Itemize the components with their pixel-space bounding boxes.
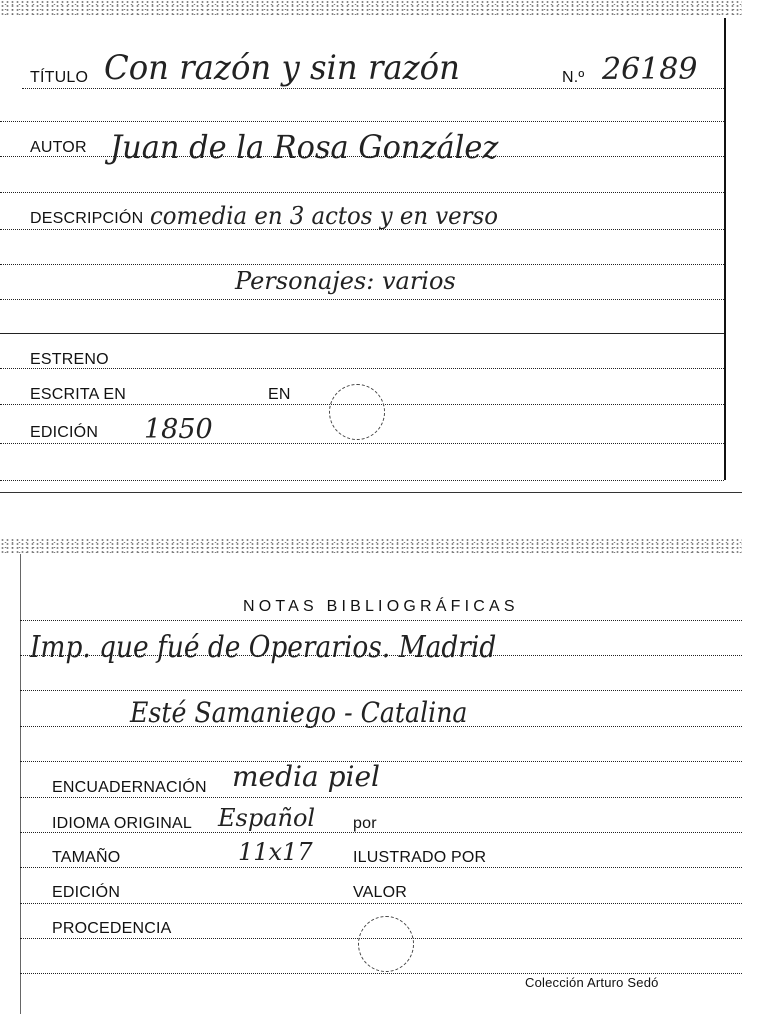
by-label: por — [353, 815, 377, 832]
ink-stamp-circle — [329, 384, 385, 440]
rule — [0, 480, 724, 481]
rule — [0, 333, 724, 334]
written-in-label: ESCRITA EN — [30, 386, 126, 403]
original-language-label: IDIOMA ORIGINAL — [52, 815, 192, 832]
card-separator — [0, 492, 742, 493]
rule — [20, 867, 742, 868]
edition-label-bottom: EDICIÓN — [52, 884, 121, 901]
description-value-line2: Personajes: varios — [235, 267, 456, 295]
number-value: 26189 — [602, 52, 698, 87]
collection-footer: Colección Arturo Sedó — [525, 975, 659, 990]
author-value: Juan de la Rosa González — [110, 128, 499, 166]
bibliographic-notes-heading: NOTAS BIBLIOGRÁFICAS — [243, 598, 519, 615]
written-en-label: EN — [268, 386, 291, 403]
notes-line-2: Esté Samaniego - Catalina — [130, 696, 468, 729]
rule — [20, 903, 742, 904]
catalog-card-top — [0, 0, 742, 490]
author-label: AUTOR — [30, 139, 87, 156]
value-label: VALOR — [353, 884, 408, 901]
binding-value: media piel — [232, 760, 380, 793]
size-label: TAMAÑO — [52, 849, 121, 866]
edition-label: EDICIÓN — [30, 424, 99, 441]
rule — [20, 620, 742, 621]
original-language-value: Español — [218, 804, 316, 832]
size-value: 11x17 — [238, 838, 313, 866]
rule — [22, 88, 724, 89]
rule — [0, 121, 724, 122]
title-value: Con razón y sin razón — [104, 48, 460, 88]
rule — [20, 690, 742, 691]
rule — [0, 264, 724, 265]
description-label: DESCRIPCIÓN — [30, 210, 144, 227]
rule — [0, 443, 724, 444]
notes-line-1: Imp. que fué de Operarios. Madrid — [30, 630, 497, 665]
premiere-label: ESTRENO — [30, 351, 109, 368]
card-top-right-border — [724, 18, 726, 480]
illustrated-by-label: ILUSTRADO POR — [353, 849, 487, 866]
card-bottom-left-border — [20, 554, 21, 1014]
rule — [0, 299, 724, 300]
description-value: comedia en 3 actos y en verso — [150, 202, 498, 230]
edition-value: 1850 — [144, 414, 213, 445]
ink-stamp-circle — [358, 916, 414, 972]
binding-label: ENCUADERNACIÓN — [52, 779, 207, 796]
card-top-edge-texture — [0, 0, 742, 16]
rule — [0, 192, 724, 193]
number-label: N.º — [562, 69, 585, 86]
rule — [20, 797, 742, 798]
card-bottom-edge-texture — [0, 538, 742, 554]
catalog-card-bottom — [0, 538, 742, 1016]
rule — [20, 761, 742, 762]
rule — [20, 973, 742, 974]
provenance-label: PROCEDENCIA — [52, 920, 172, 937]
title-label: TÍTULO — [30, 69, 89, 86]
